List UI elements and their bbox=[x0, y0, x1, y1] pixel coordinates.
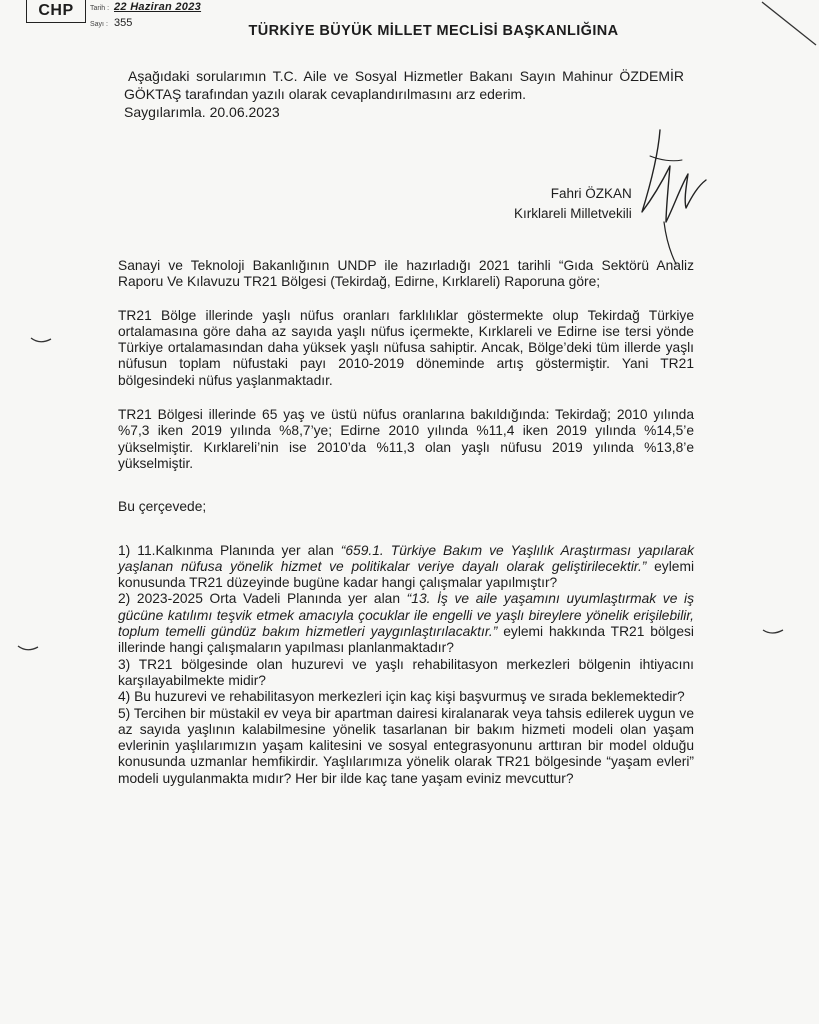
date-label: Tarih : bbox=[90, 5, 110, 12]
question-text: 2) 2023-2025 Orta Vadeli Planında yer alan bbox=[118, 591, 407, 607]
signer-block bbox=[514, 184, 632, 224]
signer-name: Fahri ÖZKAN bbox=[550, 186, 632, 201]
margin-tick-mark bbox=[762, 628, 784, 638]
number-value: 355 bbox=[114, 17, 133, 29]
date-value: 22 Haziran 2023 bbox=[114, 1, 202, 13]
closing-line: Saygılarımla. 20.06.2023 bbox=[124, 104, 280, 120]
quoted-plan-text: “13. İş ve aile yaşamını uyumlaştırmak ve iş gücüne katılımı teşvik etmek amacıyla çocuklar ile engelli ve yaşlı bireylere yönelik erişilebilir, toplum temelli gündüz bakım hizmetleri yaygınlaştırılacaktır.” bbox=[118, 591, 694, 640]
question-1 bbox=[118, 543, 694, 592]
request-paragraph: Aşağıdaki sorularımın T.C. Aile ve Sosyal Hizmetler Bakanı Sayın Mahinur ÖZDEMİR GÖKTAŞ tarafından yazılı olarak cevaplandırılmasını arz ederim. bbox=[124, 68, 684, 102]
signer-title: Kırklareli Milletvekili bbox=[514, 206, 632, 221]
number-label: Sayı : bbox=[90, 21, 108, 28]
question-text: eylemi hakkında TR21 bölgesi illerinde hangi çalışmaların yapılması planlanmaktadır? bbox=[118, 624, 694, 656]
question-3: 3) TR21 bölgesinde olan huzurevi ve yaşlı rehabilitasyon merkezleri bölgenin ihtiyacını karşılayabilmekte midir? bbox=[118, 656, 694, 688]
paragraph: Sanayi ve Teknoloji Bakanlığının UNDP ile hazırladığı 2021 tarihli “Gıda Sektörü Analiz Raporu Ve Kılavuzu TR21 Bölgesi (Tekirdağ, Edirne, Kırklareli) Raporuna göre; bbox=[118, 258, 694, 290]
paragraph: TR21 Bölge illerinde yaşlı nüfus oranları farklılıklar göstermekte olup Tekirdağ Türkiye ortalamasına göre daha az sayıda yaşlı nüfus içermekte, Kırklareli ve Edirne ise tersi yönde Türkiye ortalamasından daha yüksek yaşlı nüfusa sahiptir. Ancak, Bölge’deki tüm illerde yaşlı nüfusun toplam nüfustaki payı 2010-2019 döneminde artış göstermiştir. Yani TR21 bölgesindeki nüfus yaşlanmaktadır. bbox=[118, 307, 694, 388]
question-2 bbox=[118, 591, 694, 656]
quoted-plan-text: “659.1. Türkiye Bakım ve Yaşlılık Araştırması yapılarak yaşlanan nüfusa yönelik hizmet ve politikalar veriye dayalı olarak geliştirilecektir.” bbox=[118, 542, 694, 574]
party-stamp: CHP bbox=[26, 0, 86, 23]
margin-tick-mark bbox=[17, 644, 39, 654]
margin-tick-mark bbox=[30, 336, 52, 346]
paragraph: TR21 Bölgesi illerinde 65 yaş ve üstü nüfus oranlarına bakıldığında: Tekirdağ; 2010 yılında %7,3 iken 2019 yılında %8,7’ye; Edirne 2010 yılında %11,4 iken 2019 yılında %14,5’e yükselmiştir. Kırklareli’nin ise 2010’da %11,3 olan yaşlı nüfusu 2019 yılında %13,8’e yükselmiştir. bbox=[118, 407, 694, 471]
document-title: TÜRKİYE BÜYÜK MİLLET MECLİSİ BAŞKANLIĞINA bbox=[248, 23, 619, 39]
intro-block bbox=[124, 68, 684, 122]
question-4: 4) Bu huzurevi ve rehabilitasyon merkezleri için kaç kişi başvurmuş ve sırada beklemektedir? bbox=[118, 689, 685, 705]
paragraph: Bu çerçevede; bbox=[118, 499, 207, 515]
question-text: eylemi konusunda TR21 düzeyinde bugüne kadar hangi çalışmalar yapılmıştır? bbox=[118, 558, 695, 591]
handwritten-signature bbox=[620, 126, 710, 266]
question-text: 1) 11.Kalkınma Planında yer alan bbox=[118, 542, 341, 558]
document-body bbox=[118, 258, 694, 787]
question-5: 5) Tercihen bir müstakil ev veya bir apartman dairesi kiralanarak veya tahsis edilerek uygun ve az sayıda yaşlının kalabilmesine yönelik tasarlanan bir bakım hizmeti modeli olan yaşam evlerinin yaşlılarımızın yaşam kalitesini ve sosyal entegrasyonunu arttıran bir model olduğu konusunda uzmanlar hemfikirdir. Yaşlılarımıza yönelik olarak TR21 bölgesinde “yaşam evleri” modeli uygulanmakta mıdır? Her bir ilde kaç tane yaşam eviniz mevcuttur? bbox=[118, 705, 694, 786]
